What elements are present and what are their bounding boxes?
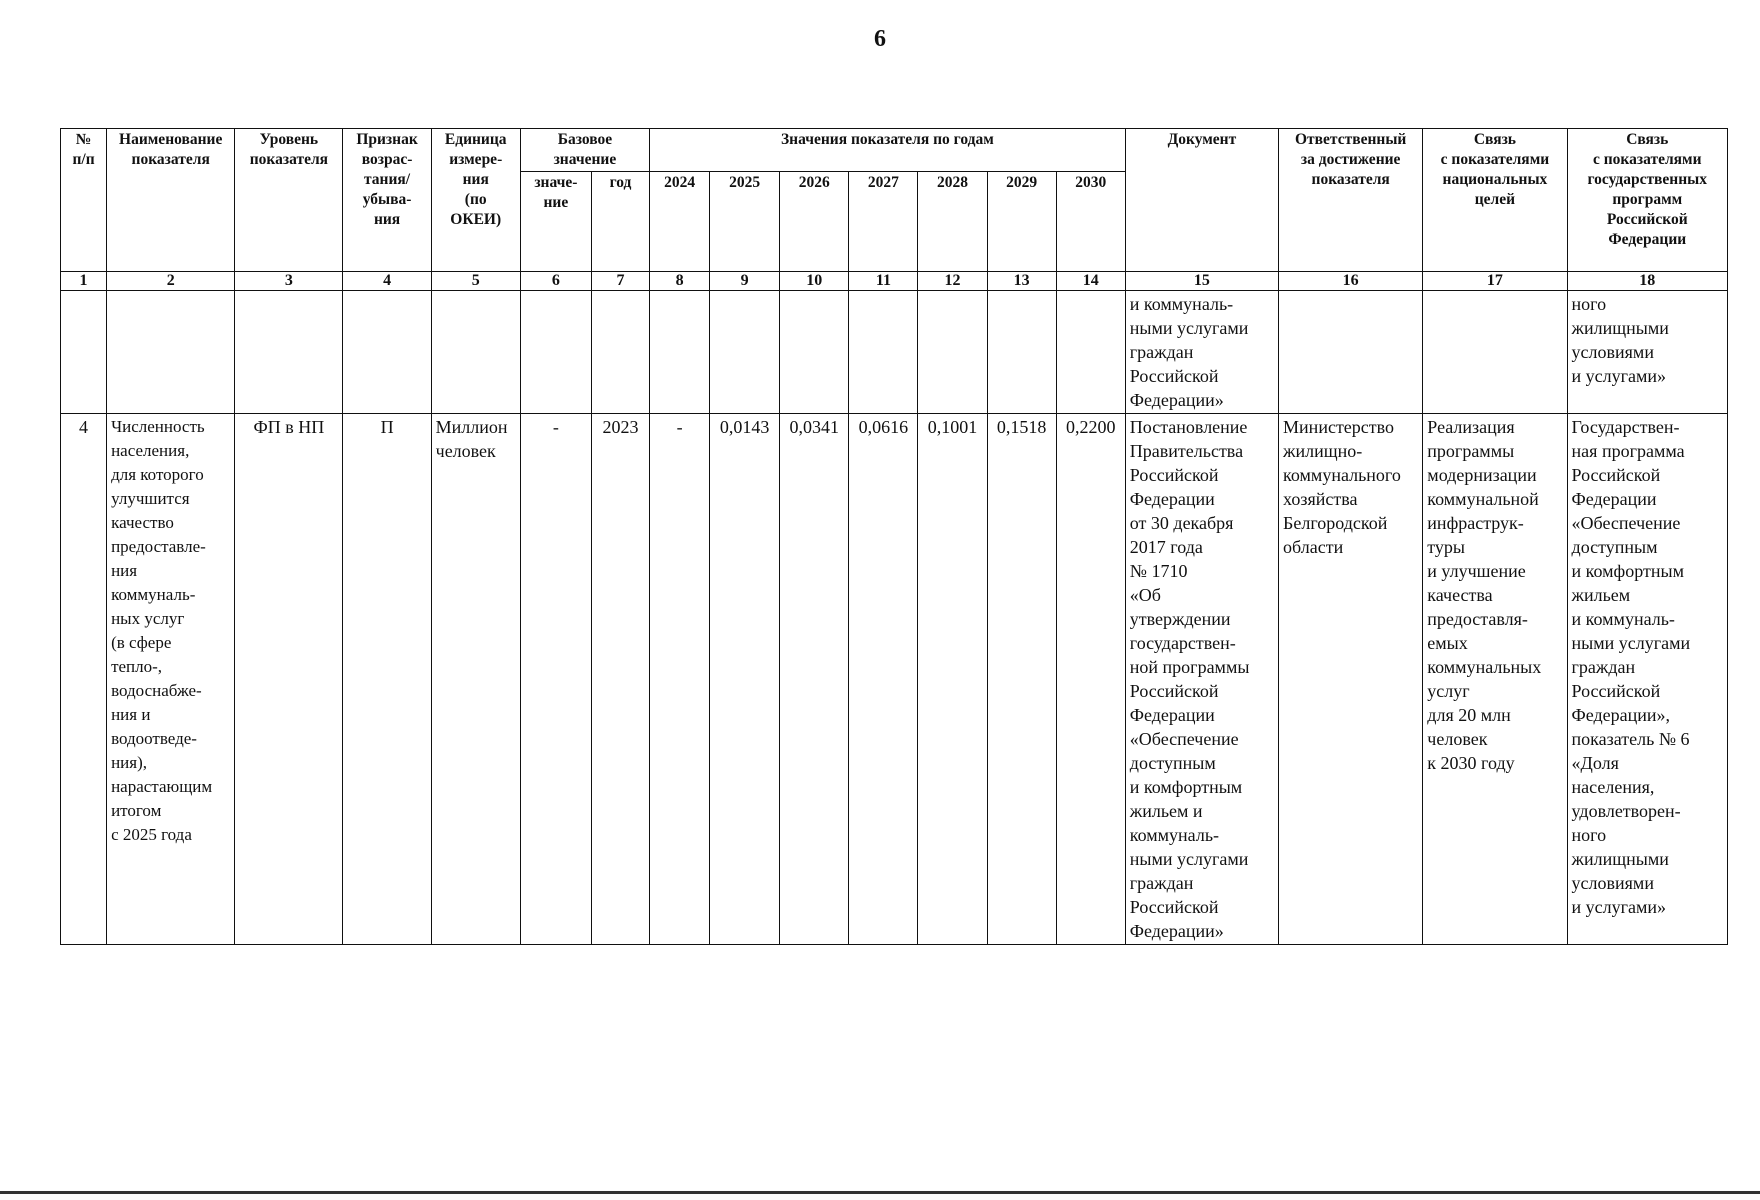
header-national-goals: Связь с показателями национальных целей	[1423, 129, 1567, 272]
cell-empty	[1056, 291, 1125, 414]
cell-empty	[235, 291, 343, 414]
header-num: № п/п	[61, 129, 107, 272]
cell-level: ФП в НП	[235, 414, 343, 945]
cell-document: Постановление Правительства Российской Федерации от 30 декабря 2017 года № 1710 «Об утверждении государствен- ной программы Российской Федерации «Обеспечение доступным и комфортным жильем и коммуналь- ными услугами граждан Российской Федерации»	[1125, 414, 1278, 945]
column-number: 17	[1423, 272, 1567, 291]
cell-empty	[520, 291, 591, 414]
cell-base-year: 2023	[591, 414, 649, 945]
cell-value-2027: 0,0616	[849, 414, 918, 945]
column-number: 5	[431, 272, 520, 291]
cell-responsible: Министерство жилищно- коммунального хозяйства Белгородской области	[1279, 414, 1423, 945]
table-row-continuation	[61, 291, 1728, 414]
column-number: 13	[987, 272, 1056, 291]
cell-state-programs: Государствен- ная программа Российской Федерации «Обеспечение доступным и комфортным жильем и коммуналь- ными услугами граждан Российской Федерации», показатель № 6 «Доля населения, удовлетворен- ного жилищными условиями и услугами»	[1567, 414, 1727, 945]
column-number: 7	[591, 272, 649, 291]
header-year-2028: 2028	[918, 172, 987, 272]
cell-empty	[849, 291, 918, 414]
cell-value-2026: 0,0341	[780, 414, 849, 945]
cell-empty	[343, 291, 431, 414]
cell-empty	[1279, 291, 1423, 414]
header-document: Документ	[1125, 129, 1278, 272]
column-number: 8	[650, 272, 710, 291]
footer-rule	[0, 1191, 1760, 1194]
cell-empty	[918, 291, 987, 414]
header-year-2026: 2026	[780, 172, 849, 272]
cell-empty	[431, 291, 520, 414]
cell-name: Численность населения, для которого улучшится качество предоставле- ния коммуналь- ных услуг (в сфере тепло-, водоснабже- ния и водоотведе- ния), нарастающим итогом с 2025 года	[107, 414, 235, 945]
cell-num: 4	[61, 414, 107, 945]
cell-empty	[710, 291, 780, 414]
column-number: 1	[61, 272, 107, 291]
header-state-programs: Связь с показателями государственных программ Российской Федерации	[1567, 129, 1727, 272]
header-name: Наименование показателя	[107, 129, 235, 272]
column-number: 15	[1125, 272, 1278, 291]
cell-value-2029: 0,1518	[987, 414, 1056, 945]
cell-value-2030: 0,2200	[1056, 414, 1125, 945]
header-year-2030: 2030	[1056, 172, 1125, 272]
column-number: 4	[343, 272, 431, 291]
cell-trend: П	[343, 414, 431, 945]
header-trend: Признак возрас- тания/ убыва- ния	[343, 129, 431, 272]
header-base-year: год	[591, 172, 649, 272]
cell-empty	[1423, 291, 1567, 414]
cell-empty	[107, 291, 235, 414]
page-number: 6	[874, 26, 886, 52]
header-year-2029: 2029	[987, 172, 1056, 272]
column-number: 3	[235, 272, 343, 291]
indicators-table	[60, 128, 1728, 945]
cell-empty	[780, 291, 849, 414]
header-base: Базовое значение	[520, 129, 649, 172]
cell-document-continuation: и коммуналь- ными услугами граждан Российской Федерации»	[1125, 291, 1278, 414]
cell-national-goals: Реализация программы модернизации коммунальной инфраструк- туры и улучшение качества предоставля- емых коммунальных услуг для 20 млн человек к 2030 году	[1423, 414, 1567, 945]
column-number: 9	[710, 272, 780, 291]
column-number: 6	[520, 272, 591, 291]
cell-state-programs-continuation: ного жилищными условиями и услугами»	[1567, 291, 1727, 414]
header-year-2025: 2025	[710, 172, 780, 272]
column-number: 2	[107, 272, 235, 291]
header-responsible: Ответственный за достижение показателя	[1279, 129, 1423, 272]
column-number: 11	[849, 272, 918, 291]
cell-empty	[591, 291, 649, 414]
column-number: 16	[1279, 272, 1423, 291]
header-year-2024: 2024	[650, 172, 710, 272]
header-row-1	[61, 129, 1728, 172]
cell-base-value: -	[520, 414, 591, 945]
header-level: Уровень показателя	[235, 129, 343, 272]
header-values-by-year: Значения показателя по годам	[650, 129, 1126, 172]
cell-empty	[61, 291, 107, 414]
header-year-2027: 2027	[849, 172, 918, 272]
cell-value-2028: 0,1001	[918, 414, 987, 945]
cell-unit: Миллион человек	[431, 414, 520, 945]
column-number-row	[61, 272, 1728, 291]
column-number: 14	[1056, 272, 1125, 291]
column-number: 12	[918, 272, 987, 291]
cell-value-2024: -	[650, 414, 710, 945]
column-number: 10	[780, 272, 849, 291]
cell-empty	[650, 291, 710, 414]
table-row-4	[61, 414, 1728, 945]
cell-empty	[987, 291, 1056, 414]
cell-value-2025: 0,0143	[710, 414, 780, 945]
header-unit: Единица измере- ния (по ОКЕИ)	[431, 129, 520, 272]
header-base-value: значе- ние	[520, 172, 591, 272]
column-number: 18	[1567, 272, 1727, 291]
